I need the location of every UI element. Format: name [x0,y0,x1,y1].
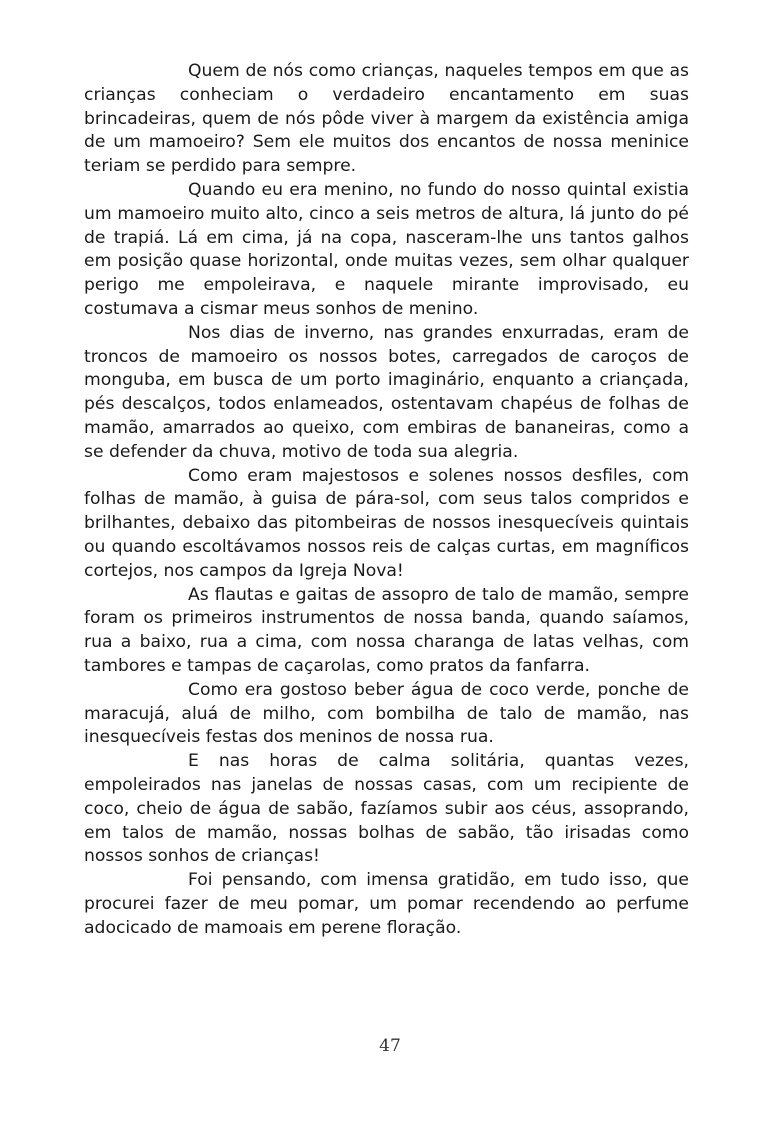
paragraph-6: Como era gostoso beber água de coco verde, ponche de maracujá, aluá de milho, com bombilha de talo de mamão, nas inesquecíveis festas dos meninos de nossa rua. [84,679,689,748]
paragraph-4: Como eram majestosos e solenes nossos desfiles, com folhas de mamão, à guisa de pára-sol, com seus talos compridos e brilhantes, debaixo das pitombeiras de nossos inesquecíveis quintais ou quando escoltávamos nossos reis de calças curtas, em magníficos cortejos, nos campos da Igreja Nova! [84,465,689,581]
page-number: 47 [379,1036,401,1056]
paragraph-8: Foi pensando, com imensa gratidão, em tudo isso, que procurei fazer de meu pomar, um pomar recendendo ao perfume adocicado de mamoais em perene floração. [84,870,689,938]
paragraph-1: Quem de nós como crianças, naqueles tempos em que as crianças conheciam o verdadeiro encantamento em suas brincadeiras, quem de nós pôde viver à margem da existência amiga de um mamoeiro? Sem ele muitos dos encantos de nossa meninice teriam se perdido para sempre. [84,61,689,177]
paragraph-5: As flautas e gaitas de assopro de talo de mamão, sempre foram os primeiros instrumentos de nossa banda, quando saíamos, rua a baixo, rua a cima, com nossa charanga de latas velhas, com tambores e tampas de caçarolas, como pratos da fanfarra. [84,584,689,676]
body-text [84,60,689,940]
paragraph-3: Nos dias de inverno, nas grandes enxurradas, eram de troncos de mamoeiro os nossos botes, carregados de caroços de monguba, em busca de um porto imaginário, enquanto a criançada, pés descalços, todos enlameados, ostentavam chapéus de folhas de mamão, amarrados ao queixo, com embiras de bananeiras, como a se defender da chuva, motivo de toda sua alegria. [84,322,689,462]
paragraph-2: Quando eu era menino, no fundo do nosso quintal existia um mamoeiro muito alto, cinco a seis metros de altura, lá junto do pé de trapiá. Lá em cima, já na copa, nasceram-lhe uns tantos galhos em posição quase horizontal, onde muitas vezes, sem olhar qualquer perigo me empoleirava, e naquele mirante improvisado, eu costumava a cismar meus sonhos de menino. [84,179,689,319]
paragraph-7: E nas horas de calma solitária, quantas vezes, empoleirados nas janelas de nossas casas, com um recipiente de coco, cheio de água de sabão, fazíamos subir aos céus, assoprando, em talos de mamão, nossas bolhas de sabão, tão irisadas como nossos sonhos de crianças! [84,751,689,867]
